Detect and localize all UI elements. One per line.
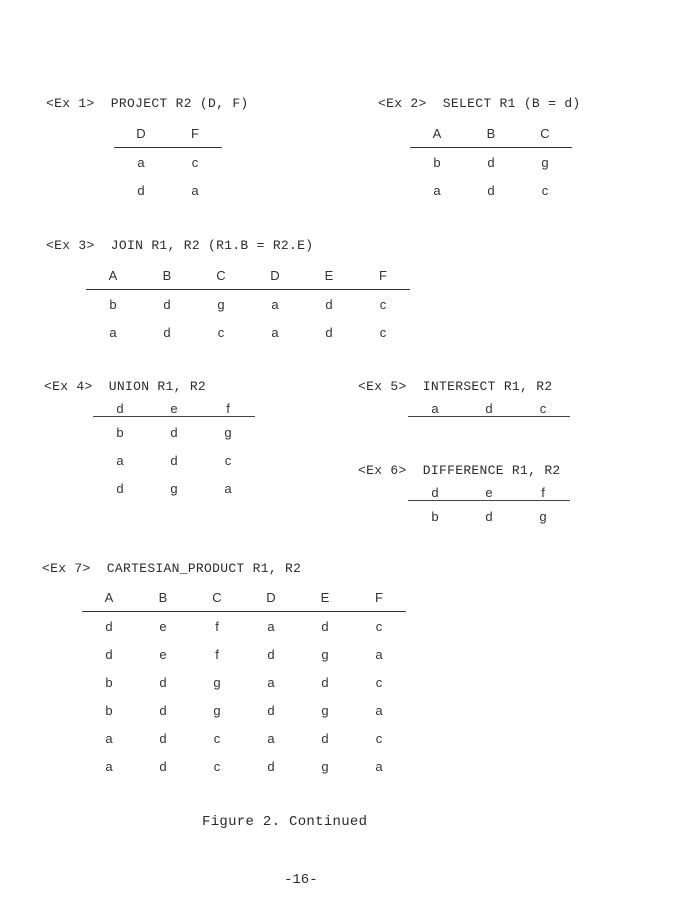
table-cell: g: [321, 758, 329, 774]
ex6-table: [408, 486, 570, 530]
header-cell: A: [432, 125, 442, 141]
ex5-label: <Ex 5> INTERSECT R1, R2: [358, 379, 553, 394]
header-cell: A: [104, 589, 114, 605]
table-cell: d: [325, 324, 333, 340]
ex7-table: [82, 583, 406, 780]
table-cell: a: [224, 480, 232, 496]
table-cell: g: [541, 154, 549, 170]
table-cell: b: [433, 154, 441, 170]
header-cell: E: [324, 267, 334, 283]
table-header-row: [408, 486, 570, 501]
table-cell: a: [116, 452, 124, 468]
table-cell: f: [215, 618, 219, 634]
table-cell: c: [213, 758, 221, 774]
table-cell: g: [224, 424, 232, 440]
header-cell: E: [320, 589, 330, 605]
table-cell: a: [105, 758, 113, 774]
table-cell: d: [159, 758, 167, 774]
table-cell: d: [485, 508, 493, 524]
header-cell: d: [116, 401, 124, 416]
table-cell: a: [267, 730, 275, 746]
table-cell: c: [379, 296, 387, 312]
header-cell: B: [162, 267, 172, 283]
page-number: -16-: [284, 872, 318, 888]
ex2-table: [410, 119, 572, 204]
header-cell: F: [375, 589, 383, 605]
table-cell: d: [159, 730, 167, 746]
ex4-label: <Ex 4> UNION R1, R2: [44, 379, 207, 394]
table-cell: d: [105, 618, 113, 634]
table-cell: b: [109, 296, 117, 312]
table-cell: a: [271, 296, 279, 312]
header-cell: B: [486, 125, 496, 141]
table-cell: b: [431, 508, 439, 524]
table-cell: d: [267, 758, 275, 774]
table-row: [82, 612, 406, 640]
table-cell: d: [170, 452, 178, 468]
header-cell: f: [541, 485, 545, 500]
table-cell: e: [159, 646, 167, 662]
table-cell: a: [105, 730, 113, 746]
table-cell: c: [375, 618, 383, 634]
table-cell: d: [163, 296, 171, 312]
table-cell: d: [267, 646, 275, 662]
table-row: [82, 724, 406, 752]
table-cell: a: [375, 758, 383, 774]
table-row: [114, 148, 222, 176]
table-cell: g: [217, 296, 225, 312]
header-cell: d: [485, 401, 493, 416]
ex5-table: [408, 402, 570, 417]
ex2-label: <Ex 2> SELECT R1 (B = d): [378, 96, 581, 111]
ex1-table: [114, 119, 222, 204]
ex3-table: [86, 261, 410, 346]
table-row: [86, 318, 410, 346]
header-cell: F: [379, 267, 387, 283]
table-cell: a: [109, 324, 117, 340]
table-row: [86, 290, 410, 318]
table-header-row: [86, 261, 410, 290]
table-cell: d: [321, 674, 329, 690]
figure-caption: Figure 2. Continued: [202, 814, 368, 830]
header-cell: e: [485, 485, 493, 500]
table-cell: g: [321, 702, 329, 718]
table-cell: d: [163, 324, 171, 340]
header-cell: D: [136, 125, 146, 141]
table-cell: c: [375, 730, 383, 746]
table-row: [410, 176, 572, 204]
table-cell: a: [375, 646, 383, 662]
ex6-label: <Ex 6> DIFFERENCE R1, R2: [358, 463, 561, 478]
table-row: [82, 668, 406, 696]
header-cell: c: [539, 401, 547, 416]
table-cell: g: [213, 674, 221, 690]
table-row: [408, 502, 570, 530]
table-cell: d: [105, 646, 113, 662]
ex7-label: <Ex 7> CARTESIAN_PRODUCT R1, R2: [42, 561, 302, 576]
table-cell: d: [487, 182, 495, 198]
header-cell: F: [191, 125, 199, 141]
table-cell: a: [271, 324, 279, 340]
table-cell: b: [105, 674, 113, 690]
header-cell: C: [216, 267, 226, 283]
table-cell: b: [116, 424, 124, 440]
table-cell: g: [321, 646, 329, 662]
table-row: [114, 176, 222, 204]
table-cell: b: [105, 702, 113, 718]
header-cell: D: [266, 589, 276, 605]
table-row: [410, 148, 572, 176]
table-cell: a: [137, 154, 145, 170]
table-cell: a: [191, 182, 199, 198]
table-row: [93, 446, 255, 474]
header-cell: D: [270, 267, 280, 283]
table-cell: d: [137, 182, 145, 198]
header-cell: d: [431, 485, 439, 500]
table-header-row: [93, 402, 255, 417]
table-cell: a: [433, 182, 441, 198]
table-row: [82, 752, 406, 780]
header-cell: A: [108, 267, 118, 283]
header-cell: C: [540, 125, 550, 141]
table-row: [82, 640, 406, 668]
table-cell: g: [539, 508, 547, 524]
ex1-label: <Ex 1> PROJECT R2 (D, F): [46, 96, 249, 111]
header-cell: B: [158, 589, 168, 605]
table-cell: c: [217, 324, 225, 340]
header-cell: C: [212, 589, 222, 605]
table-cell: d: [159, 674, 167, 690]
table-cell: d: [325, 296, 333, 312]
table-cell: g: [213, 702, 221, 718]
ex4-table: [93, 402, 255, 502]
table-row: [82, 696, 406, 724]
table-cell: d: [159, 702, 167, 718]
table-cell: d: [487, 154, 495, 170]
header-cell: e: [170, 401, 178, 416]
table-cell: d: [170, 424, 178, 440]
table-cell: a: [267, 618, 275, 634]
table-cell: f: [215, 646, 219, 662]
table-header-row: [114, 119, 222, 148]
table-row: [93, 418, 255, 446]
table-cell: c: [541, 182, 549, 198]
table-cell: c: [213, 730, 221, 746]
table-cell: e: [159, 618, 167, 634]
header-cell: f: [226, 401, 230, 416]
table-cell: c: [375, 674, 383, 690]
table-cell: c: [224, 452, 232, 468]
table-cell: d: [321, 730, 329, 746]
header-cell: a: [431, 401, 439, 416]
table-cell: d: [321, 618, 329, 634]
table-cell: g: [170, 480, 178, 496]
table-header-row: [408, 402, 570, 417]
table-header-row: [82, 583, 406, 612]
table-row: [93, 474, 255, 502]
table-cell: a: [267, 674, 275, 690]
table-cell: a: [375, 702, 383, 718]
table-header-row: [410, 119, 572, 148]
table-cell: c: [191, 154, 199, 170]
table-cell: d: [116, 480, 124, 496]
table-cell: c: [379, 324, 387, 340]
table-cell: d: [267, 702, 275, 718]
ex3-label: <Ex 3> JOIN R1, R2 (R1.B = R2.E): [46, 238, 314, 253]
